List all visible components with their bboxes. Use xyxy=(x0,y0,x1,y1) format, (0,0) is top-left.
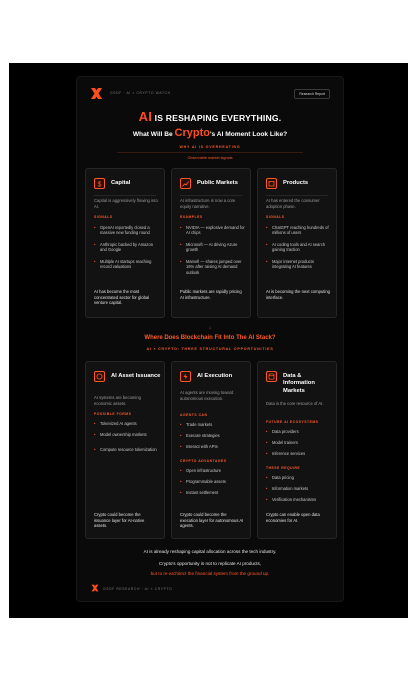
bullet-dot-icon: • xyxy=(180,242,182,247)
list-item xyxy=(266,242,331,253)
bullet-dot-icon: • xyxy=(266,486,268,491)
list-item-text: Anthropic backed by Amazon and Google xyxy=(100,242,154,253)
section2-kicker: AI × CRYPTO: THREE STRUCTURAL OPPORTUNITIES xyxy=(146,347,274,351)
card-title: AI Asset Issuance xyxy=(111,373,161,379)
list-item xyxy=(94,447,159,452)
top-card-1 xyxy=(85,168,165,318)
x-logo-icon xyxy=(90,87,103,100)
bullet-dot-icon: • xyxy=(266,475,268,480)
list-item xyxy=(94,421,159,426)
infographic-card xyxy=(76,76,344,602)
list-item-text: Programmable assets xyxy=(186,479,226,484)
list-item-text: Information markets xyxy=(272,486,309,491)
group-label: THESE REQUIRE xyxy=(266,466,301,470)
bullet-dot-icon: • xyxy=(180,225,182,230)
bullet-dot-icon: • xyxy=(94,421,96,426)
dollar-icon xyxy=(94,178,105,189)
bullet-dot-icon: • xyxy=(180,444,182,449)
list-item xyxy=(180,490,245,495)
bullet-dot-icon: • xyxy=(180,479,182,484)
card-title: Data & Information Markets xyxy=(283,373,315,394)
list-item-text: Verification mechanisms xyxy=(272,497,317,502)
card-title: Capital xyxy=(111,180,131,186)
subheadline-post: 's AI Moment Look Like? xyxy=(209,131,288,138)
list-item-text: Inference services xyxy=(272,451,306,456)
headline xyxy=(77,109,343,124)
list-item xyxy=(180,468,245,473)
conclusion-line2: Crypto's opportunity is not to replicate AI products, xyxy=(158,561,262,566)
bullet-dot-icon: • xyxy=(94,447,96,452)
list-item-text: ChatGPT reaching hundreds of millions of users xyxy=(272,225,329,236)
group-label: FUTURE AI ECOSYSTEMS xyxy=(266,420,319,424)
list-item-text: Multiple AI startups reaching record valuations xyxy=(100,259,152,270)
bullet-dot-icon: • xyxy=(94,225,96,230)
bullet-dot-icon: • xyxy=(266,440,268,445)
footer-brand: GSDF RESEARCH · AI × CRYPTO xyxy=(103,587,173,591)
list-item-text: Trade markets xyxy=(186,422,213,427)
brand-label: GSDF · AI × CRYPTO WATCH xyxy=(110,91,171,95)
bullet-dot-icon: • xyxy=(180,259,182,264)
section1-sub: Observable market signals xyxy=(187,156,233,160)
bullet-dot-icon: • xyxy=(266,242,268,247)
card-intro: Data is the core resource of AI. xyxy=(266,401,324,406)
card-label: SIGNALS xyxy=(94,215,113,219)
bullet-dot-icon: • xyxy=(94,259,96,264)
subheadline-crypto: Crypto xyxy=(174,127,210,139)
list-item-text: Execute strategies xyxy=(186,433,220,438)
list-item xyxy=(180,225,245,236)
bullet-dot-icon: • xyxy=(266,451,268,456)
bullet-dot-icon: • xyxy=(180,468,182,473)
card-divider xyxy=(266,195,328,196)
down-arrow-icon: ↓ xyxy=(208,325,212,331)
card-footer: Crypto could become the issuance layer for AI-native assets. xyxy=(94,512,145,529)
list-item xyxy=(266,429,331,434)
section1-kicker: WHY AI IS OVERHEATING xyxy=(179,145,241,149)
list-item xyxy=(266,497,331,502)
opportunity-card-1 xyxy=(85,361,165,539)
card-label: SIGNALS xyxy=(266,215,285,219)
list-item-text: Interact with APIs xyxy=(186,444,218,449)
list-item xyxy=(94,242,159,253)
card-intro: Capital is aggressively flowing into AI. xyxy=(94,198,158,209)
footer xyxy=(91,583,329,595)
card-divider xyxy=(94,195,156,196)
list-item xyxy=(266,475,331,480)
group-label: POSSIBLE FORMS xyxy=(94,412,132,416)
list-item xyxy=(180,242,245,253)
list-item xyxy=(94,225,159,236)
bullet-dot-icon: • xyxy=(266,225,268,230)
list-item xyxy=(266,259,331,270)
card-label: EXAMPLES xyxy=(180,215,203,219)
header xyxy=(90,87,330,101)
list-item-text: Data pricing xyxy=(272,475,294,480)
opportunity-card-3 xyxy=(257,361,337,539)
card-footer: AI has become the most concentrated sector for global venture capital. xyxy=(94,289,150,306)
group-label: AGENTS CAN xyxy=(180,413,208,417)
chart-icon xyxy=(180,178,191,189)
list-item xyxy=(266,486,331,491)
list-item-text: NVIDIA — explosive demand for AI chips xyxy=(186,225,245,236)
list-item xyxy=(180,422,245,427)
bolt-icon xyxy=(180,371,191,382)
list-item-text: OpenAI reportedly closed a massive new funding round xyxy=(100,225,150,236)
bullet-dot-icon: • xyxy=(266,429,268,434)
top-card-3 xyxy=(257,168,337,318)
list-item-text: AI coding tools and AI search gaining traction xyxy=(272,242,326,253)
list-item xyxy=(266,440,331,445)
card-footer: Public markets are rapidly pricing AI infrastructure. xyxy=(180,289,242,300)
list-item xyxy=(94,432,159,437)
card-divider xyxy=(180,195,242,196)
card-title: AI Execution xyxy=(197,373,233,379)
database-icon xyxy=(266,371,277,382)
card-footer: Crypto could become the execution layer for autonomous AI agents. xyxy=(180,512,244,529)
bullet-dot-icon: • xyxy=(94,242,96,247)
conclusion-line1: AI is already reshaping capital allocation across the tech industry. xyxy=(143,549,277,554)
list-item-text: Compute resource tokenization xyxy=(100,447,157,452)
list-item-text: Microsoft — AI driving Azure growth xyxy=(186,242,238,253)
list-item-text: Data providers xyxy=(272,429,299,434)
list-item-text: Open infrastructure xyxy=(186,468,222,473)
card-intro: AI systems are becoming economic assets. xyxy=(94,395,142,406)
list-item xyxy=(180,479,245,484)
card-intro: AI has entered the consumer adoption phase. xyxy=(266,198,320,209)
list-item xyxy=(180,444,245,449)
list-item-text: Tokenized AI agents xyxy=(100,421,137,426)
card-intro: AI agents are moving toward autonomous execution. xyxy=(180,390,234,401)
list-item-text: Model trainers xyxy=(272,440,298,445)
opportunity-card-2 xyxy=(171,361,251,539)
headline-ai: AI xyxy=(138,109,153,124)
group-label: CRYPTO ADVANTAGES xyxy=(180,459,227,463)
bullet-dot-icon: • xyxy=(94,432,96,437)
list-item xyxy=(180,259,245,275)
list-item xyxy=(94,259,159,270)
headline-rest: IS RESHAPING EVERYTHING. xyxy=(152,113,282,123)
list-item xyxy=(266,451,331,456)
bullet-dot-icon: • xyxy=(180,433,182,438)
list-item-text: Model ownership markets xyxy=(100,432,147,437)
top-card-2 xyxy=(171,168,251,318)
bullet-dot-icon: • xyxy=(180,422,182,427)
card-footer: AI is becoming the next computing interface. xyxy=(266,289,331,300)
list-item-text: Marvell — shares jumped over 16% after raising AI demand outlook xyxy=(186,259,242,275)
conclusion-line3: but to re-architect the financial system from the ground up. xyxy=(150,571,270,576)
bullet-dot-icon: • xyxy=(180,490,182,495)
research-report-button[interactable]: Research Report xyxy=(294,89,330,99)
divider xyxy=(117,152,303,153)
list-item-text: Major internet products integrating AI features xyxy=(272,259,314,270)
section2-question: Where Does Blockchain Fit Into The AI Stack? xyxy=(144,335,276,341)
card-intro: AI infrastructure is now a core equity narrative. xyxy=(180,198,236,209)
card-footer: Crypto can enable open data economies for AI. xyxy=(266,512,320,523)
card-title: Public Markets xyxy=(197,180,238,186)
list-item xyxy=(180,433,245,438)
card-title: Products xyxy=(283,180,309,186)
list-item xyxy=(266,225,331,236)
list-item-text: Instant settlement xyxy=(186,490,219,495)
x-logo-icon xyxy=(91,584,99,592)
subheadline-pre: What Will Be xyxy=(132,131,175,138)
svg-text:$: $ xyxy=(97,181,102,187)
bullet-dot-icon: • xyxy=(266,259,268,264)
bullet-dot-icon: • xyxy=(266,497,268,502)
subheadline xyxy=(77,127,343,139)
box-icon xyxy=(266,178,277,189)
coin-icon xyxy=(94,371,105,382)
